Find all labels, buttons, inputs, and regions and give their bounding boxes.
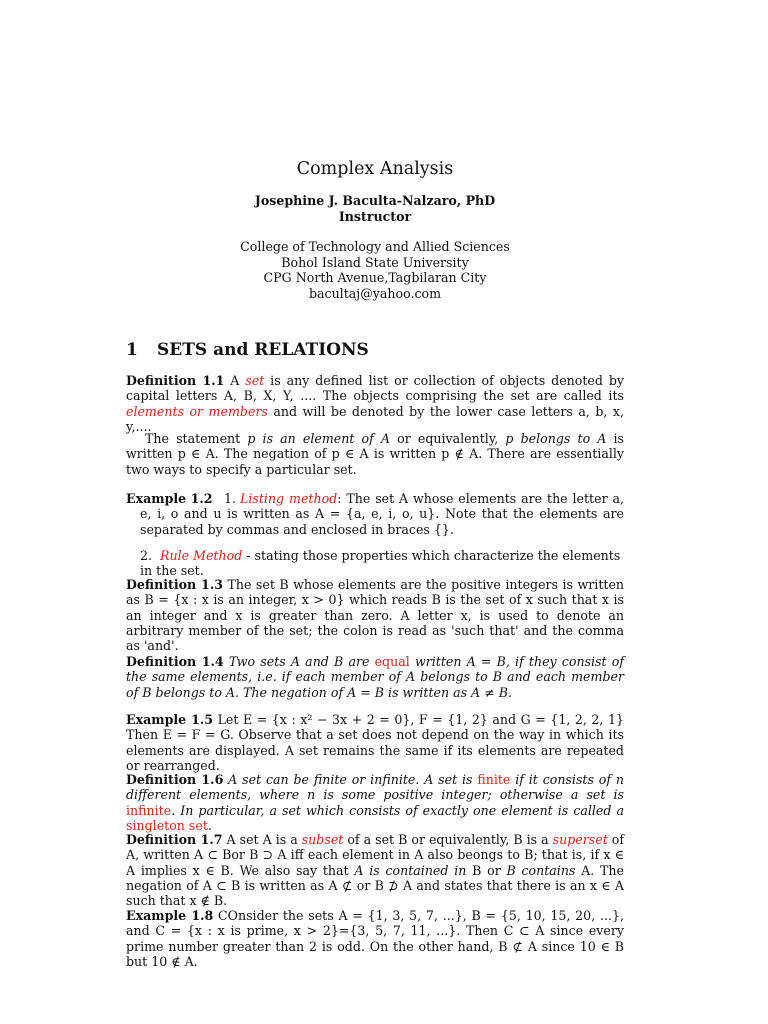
def-text: A set can be finite or infinite. A set is [223,772,478,787]
def-text: if it consists of n different elements, where n is some positive integer; otherwise a set is [126,772,624,803]
author-role: Instructor [338,208,412,224]
def-text: is any defined list or collection of objects denoted by capital letters A, B, X, Y, .... The objects comprising the set are called its [126,373,624,404]
affil-college: College of Technology and Allied Sciences [240,239,510,254]
example-1-8 [126,908,624,969]
affiliation-block [126,239,624,301]
list-text [140,491,624,537]
paragraph-element-of [126,431,624,477]
def-text: A. The negation of A ⊂ B is written as A ⊄ or B ⊅ A and states that there is an x ∈ A such that x ∉ B. [126,862,624,909]
definition-1-1 [126,373,624,434]
def-label: Definition 1.4 [126,654,224,669]
def-text: of A, written A ⊂ Bor B ⊃ A iff each element in A also beongs to B; that is, if x ∈ A implies x ∈ B. We also say that [126,832,625,878]
keyword-set: set [245,373,265,388]
def-text: B or [466,862,507,878]
keyword-singleton-set: singleton set [126,817,208,833]
affil-university: Bohol Island State University [281,254,469,270]
def-label: Definition 1.6 [126,772,224,787]
para-italic: p is an element of A [247,431,391,446]
para-italic: p belongs to A [505,431,607,446]
def-text: of a set B or equivalently, B is a [343,832,553,847]
example-text: COnsider the sets A = {1, 3, 5, 7, ...}, B = {5, 10, 15, 20, ...}, and C = {x : x is prime, x > 2}={3, 5, 7, 11, ...}. Then C ⊂ A since every prime number greater than 2 is odd. On the other hand, B ⊄ A since 10 ∈ B but 10 ∉ A. [126,908,624,969]
affil-address: CPG North Avenue,Tagbilaran City [263,270,487,285]
list-number: 2. [140,548,153,563]
list-text-body: - stating those properties which characterize the elements in the set. [140,548,621,579]
list-text-body: : The set A whose elements are the letter a, e, i, o and u is written as A = {a, e, i, o, u}. Note that the elements are separated by commas and enclosed in braces {}. [140,491,624,537]
example-1-5 [126,712,624,773]
definition-1-7 [126,832,624,908]
section-number: 1 [126,340,138,360]
keyword-elements: elements or members [126,403,268,419]
list-number: 1. [224,491,237,506]
def-label: Definition 1.3 [126,577,223,592]
section-heading [126,339,369,361]
def-label: Definition 1.7 [126,832,223,847]
author-name: Josephine J. Baculta-Nalzaro, PhD [254,193,496,208]
section-title: SETS and RELATIONS [157,340,369,360]
keyword-subset: subset [301,832,344,847]
para-text: The statement [145,431,248,446]
keyword-finite: finite [477,772,511,787]
def-text: and will be denoted by the lower case letters a, b, x, y,.... [126,403,624,434]
example-1-2 [126,491,624,537]
para-text: is written p ∈ A. The negation of p ∈ A is written p ∉ A. There are essentially two ways to specify a particular set. [126,431,624,477]
keyword-equal: equal [374,654,410,669]
keyword-rule-method: Rule Method [160,548,243,563]
keyword-superset: superset [552,832,608,847]
definition-1-6 [126,772,624,833]
def-italic: A is contained in [354,862,467,878]
def-text: written A = B, if they consist of the same elements, i.e. if each member of A belongs to B and each member of B belongs to A. The negation of A = B is written as A ≠ B. [126,654,624,700]
doc-title: Complex Analysis [296,159,454,179]
def-text: A [224,373,246,388]
example-label: Example 1.8 [126,908,214,923]
def-text: . In particular, a set which consists of exactly one element is called a [171,802,624,818]
def-label: Definition 1.1 [126,373,225,388]
def-text: A set A is a [222,832,302,847]
keyword-infinite: infinite [126,802,172,818]
affil-email: bacultaj@yahoo.com [308,285,442,301]
def-text: Two sets A and B are [223,654,375,669]
def-text: The set B whose elements are the positive integers is written as B = {x : x is an integer, x > 0} which reads B is the set of x such that x is an integer and x is greater than zero. A letter x, is used to denote an arbitrary member of the set; the colon is read as 'such that' and the comma as 'and'. [126,577,625,654]
def-italic: B contains [506,862,576,878]
para-text: or equivalently, [390,431,506,446]
example-1-2-item-1 [126,491,624,537]
definition-1-3 [126,577,624,653]
example-text: Let E = {x : x² − 3x + 2 = 0}, F = {1, 2} and G = {1, 2, 2, 1} Then E = F = G. Observe that a set does not depend on the way in which its elements are displayed. A set remains the same if its elements are repeated or rearranged. [126,712,624,773]
example-1-2-item-2 [140,548,624,579]
example-label: Example 1.2 [126,491,213,506]
example-label: Example 1.5 [126,712,214,727]
def-text: . [207,817,212,833]
definition-1-4 [126,654,624,700]
author-block [126,193,624,224]
keyword-listing-method: Listing method [240,491,338,506]
